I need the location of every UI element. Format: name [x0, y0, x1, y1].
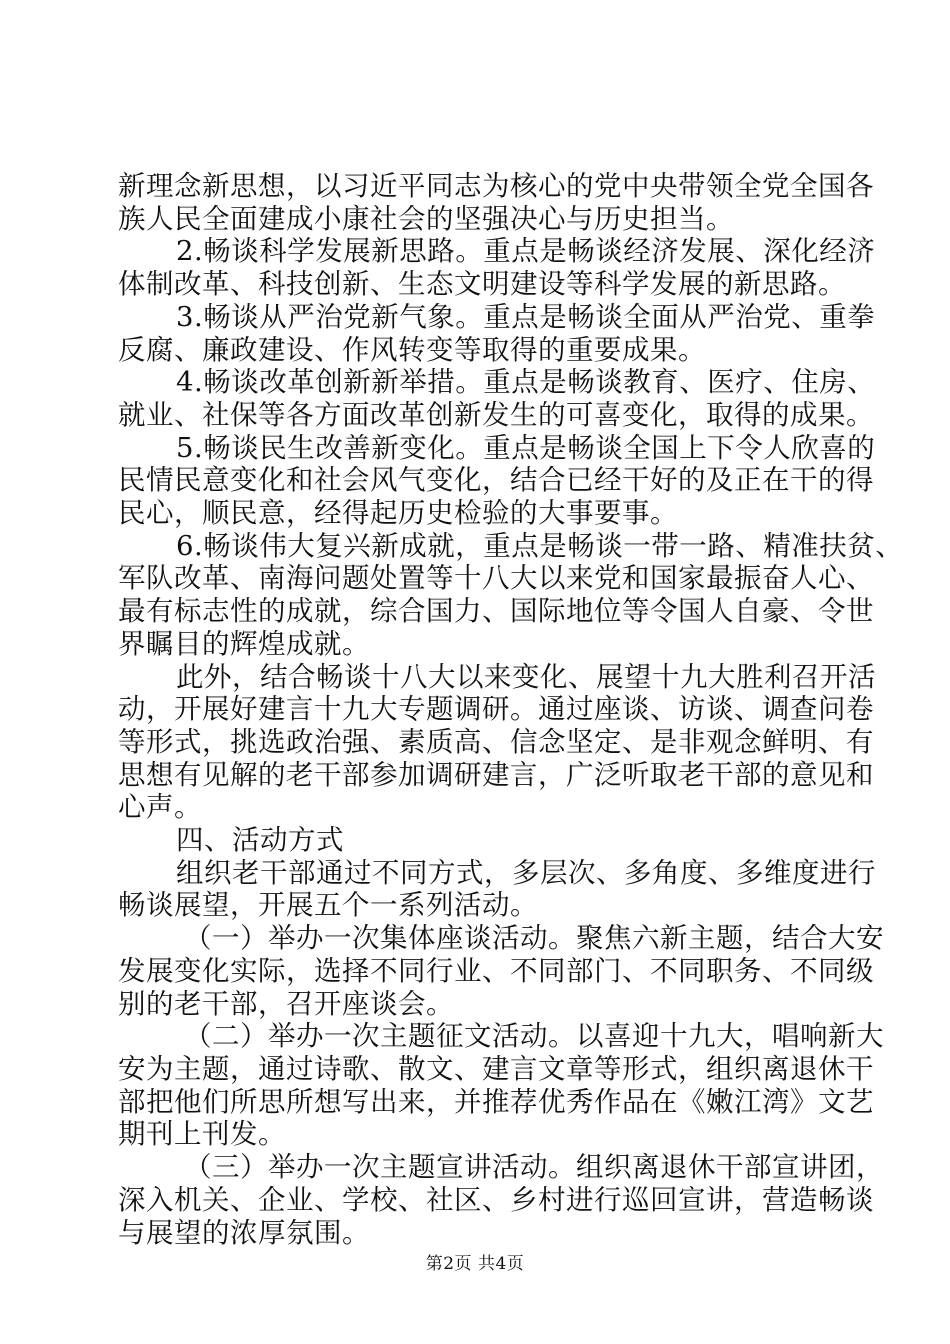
text-line: 安为主题，通过诗歌、散文、建言文章等形式，组织离退休干: [118, 1052, 874, 1085]
text-line: 部把他们所思所想写出来，并推荐优秀作品在《嫩江湾》文艺: [118, 1085, 874, 1118]
text-line: （一）举办一次集体座谈活动。聚焦六新主题，结合大安: [184, 922, 884, 955]
text-line: 新理念新思想，以习近平同志为核心的党中央带领全党全国各: [118, 170, 874, 202]
body-text: [118, 170, 904, 1249]
text-line: 体制改革、科技创新、生态文明建设等科学发展的新思路。: [118, 268, 846, 301]
page-footer: 第2页 共4页: [425, 1254, 525, 1274]
text-line: 5.畅谈民生改善新变化。重点是畅谈全国上下令人欣喜的: [176, 431, 876, 464]
text-line: 四、活动方式: [176, 824, 344, 857]
text-line: （二）举办一次主题征文活动。以喜迎十九大，唱响新大: [184, 1020, 884, 1053]
text-line: 与展望的浓厚氛围。: [118, 1216, 370, 1249]
text-line: 族人民全面建成小康社会的坚强决心与历史担当。: [118, 202, 734, 235]
text-line: 最有标志性的成就，综合国力、国际地位等令国人自豪、令世: [118, 595, 874, 628]
text-line: 发展变化实际，选择不同行业、不同部门、不同职务、不同级: [118, 954, 874, 987]
text-line: 反腐、廉政建设、作风转变等取得的重要成果。: [118, 333, 706, 366]
text-line: 此外，结合畅谈十八大以来变化、展望十九大胜利召开活: [176, 660, 876, 693]
text-line: 别的老干部，召开座谈会。: [118, 987, 454, 1020]
text-line: 等形式，挑选政治强、素质高、信念坚定、是非观念鲜明、有: [118, 725, 874, 758]
document-body: [118, 170, 904, 1249]
text-line: 4.畅谈改革创新新举措。重点是畅谈教育、医疗、住房、: [176, 366, 876, 399]
text-line: 2.畅谈科学发展新思路。重点是畅谈经济发展、深化经济: [176, 235, 876, 268]
text-line: 深入机关、企业、学校、社区、乡村进行巡回宣讲，营造畅谈: [118, 1183, 874, 1216]
text-line: 期刊上刊发。: [118, 1118, 286, 1151]
text-line: 3.畅谈从严治党新气象。重点是畅谈全面从严治党、重拳: [176, 300, 876, 333]
text-line: 民心，顺民意，经得起历史检验的大事要事。: [118, 497, 678, 530]
text-line: 畅谈展望，开展五个一系列活动。: [118, 889, 538, 922]
text-line: （三）举办一次主题宣讲活动。组织离退休干部宣讲团，: [184, 1151, 884, 1184]
text-line: 军队改革、南海问题处置等十八大以来党和国家最振奋人心、: [118, 562, 874, 595]
text-line: 界瞩目的辉煌成就。: [118, 627, 370, 660]
text-line: 民情民意变化和社会风气变化，结合已经干好的及正在干的得: [118, 464, 874, 497]
text-line: 动，开展好建言十九大专题调研。通过座谈、访谈、调查问卷: [118, 693, 874, 726]
text-line: 心声。: [118, 791, 202, 824]
text-line: 思想有见解的老干部参加调研建言，广泛听取老干部的意见和: [118, 758, 874, 791]
text-line: 6.畅谈伟大复兴新成就，重点是畅谈一带一路、精准扶贫、: [176, 529, 904, 562]
text-line: 组织老干部通过不同方式，多层次、多角度、多维度进行: [176, 856, 876, 889]
text-line: 就业、社保等各方面改革创新发生的可喜变化，取得的成果。: [118, 398, 874, 431]
